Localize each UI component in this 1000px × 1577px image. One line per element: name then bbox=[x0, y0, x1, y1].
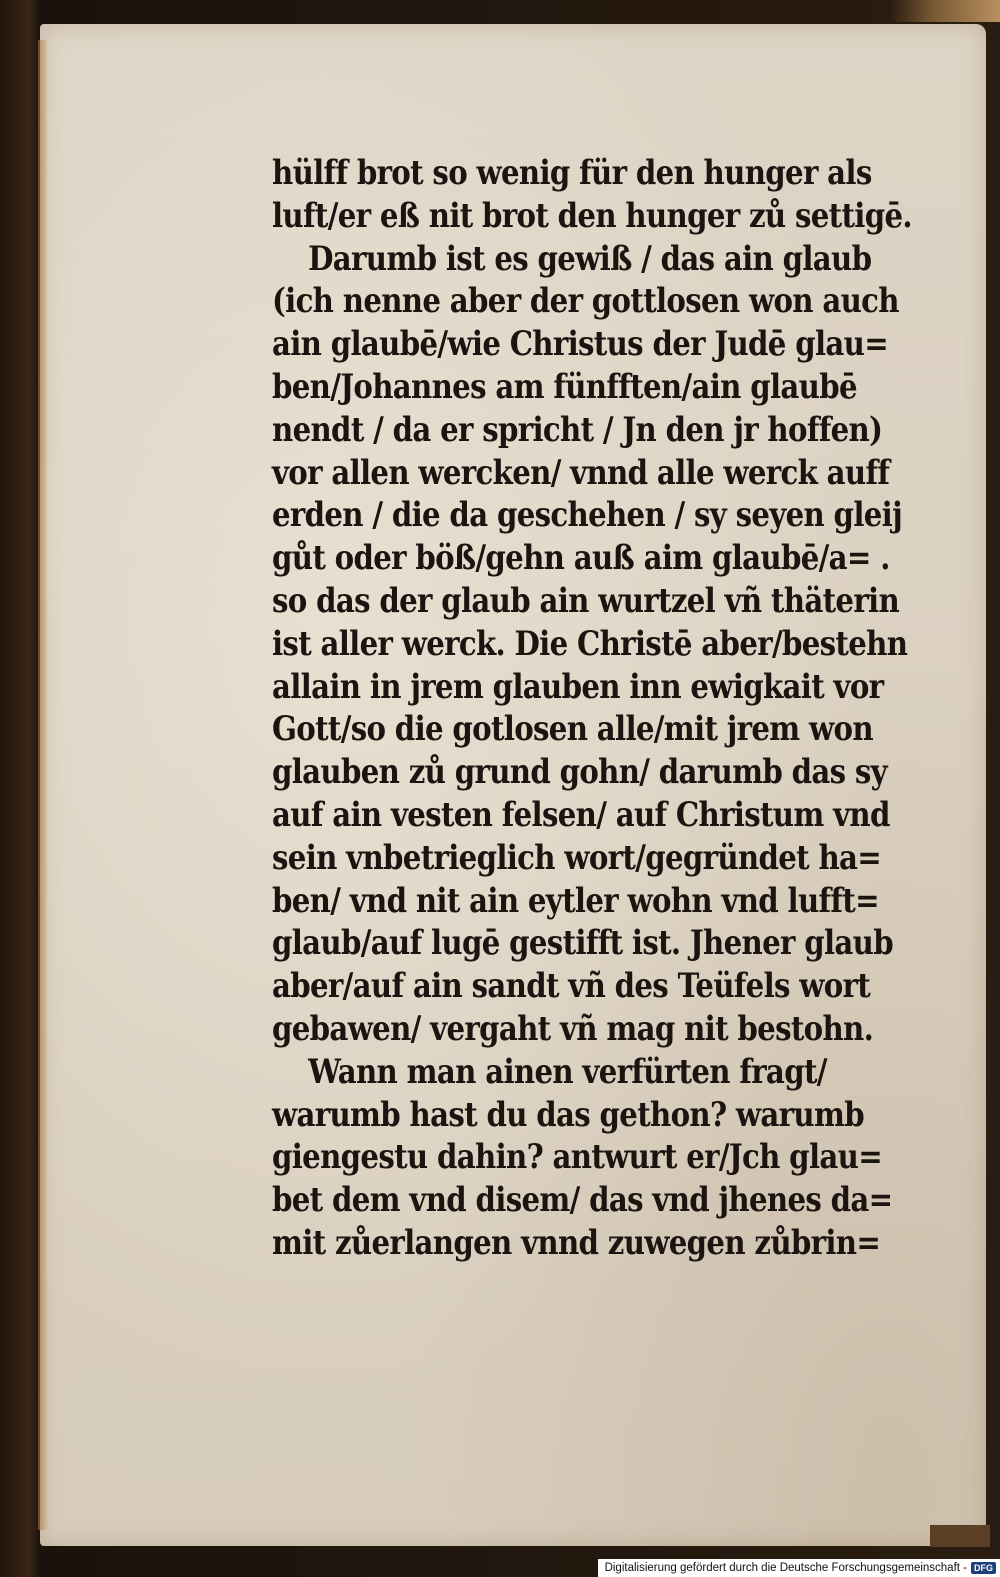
text-line: warumb hast du das gethon? warumb bbox=[272, 1094, 864, 1135]
footer-credit-text: Digitalisierung gefördert durch die Deutsche Forschungsgemeinschaft - bbox=[604, 1562, 967, 1574]
text-line: nendt / da er spricht / Jn den jr hoffen) bbox=[272, 409, 883, 450]
text-line: allain in jrem glauben inn ewigkait vor bbox=[272, 666, 884, 707]
book-edge-top bbox=[890, 0, 1000, 22]
text-line: aber/auf ain sandt vñ des Teüfels wort bbox=[272, 966, 871, 1007]
text-line: erden / die da geschehen / sy seyen gleij bbox=[272, 495, 902, 536]
text-line: (ich nenne aber der gottlosen won auch bbox=[272, 281, 899, 322]
text-line: luft/er eß nit brot den hunger zů settigē. bbox=[272, 195, 912, 236]
dfg-logo: DFG bbox=[971, 1562, 996, 1574]
book-edge-bottom bbox=[930, 1525, 990, 1547]
text-line: ist aller werck. Die Christē aber/bestehn bbox=[272, 623, 908, 664]
text-line: Gott/so die gotlosen alle/mit jrem won bbox=[272, 709, 873, 750]
text-line: sein vnbetrieglich wort/gegründet ha= bbox=[272, 837, 882, 878]
text-line: auf ain vesten felsen/ auf Christum vnd bbox=[272, 794, 890, 835]
text-line: so das der glaub ain wurtzel vñ thäterin bbox=[272, 580, 900, 621]
text-line: gebawen/ vergaht vñ mag nit bestohn. bbox=[272, 1008, 874, 1049]
text-line: giengestu dahin? antwurt er/Jch glau= bbox=[272, 1137, 883, 1178]
text-line: ben/Johannes am fünfften/ain glaubē bbox=[272, 366, 857, 407]
text-line: glauben zů grund gohn/ darumb das sy bbox=[272, 752, 887, 793]
text-line: bet dem vnd disem/ das vnd jhenes da= bbox=[272, 1180, 893, 1221]
text-line: Darumb ist es gewiß / das ain glaub bbox=[308, 238, 872, 279]
page-spine-shadow bbox=[38, 40, 48, 1530]
text-line: glaub/auf lugē gestifft ist. Jhener glaub bbox=[272, 923, 893, 964]
text-line: vor allen wercken/ vnnd alle werck auff bbox=[272, 452, 890, 493]
text-line: mit zůerlangen vnnd zuwegen zůbrin= bbox=[272, 1222, 881, 1263]
text-line: gůt oder böß/gehn auß aim glaubē/a= . bbox=[272, 538, 890, 579]
text-line: hülff brot so wenig für den hunger als bbox=[272, 153, 872, 193]
text-line: ben/ vnd nit ain eytler wohn vnd lufft= bbox=[272, 880, 879, 921]
text-line: Wann man ainen verfürten fragt/ bbox=[308, 1051, 827, 1092]
page-text-block bbox=[272, 152, 962, 1265]
text-line: ain glaubē/wie Christus der Judē glau= bbox=[272, 324, 889, 365]
footer-credit-bar bbox=[598, 1559, 1000, 1577]
